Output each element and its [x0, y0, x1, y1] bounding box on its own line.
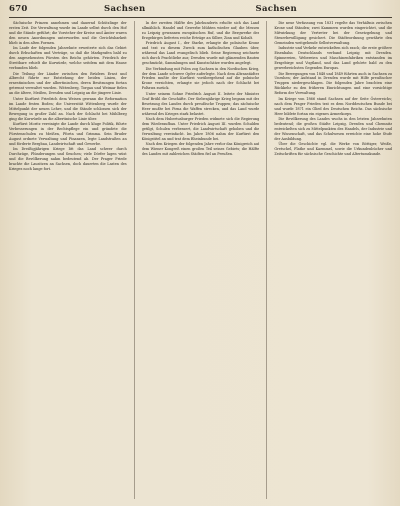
column-right	[274, 21, 392, 499]
header-rule	[9, 17, 392, 18]
column-separator	[266, 21, 267, 499]
paragraph: Nach den Kriegen der folgenden Jahre verlor das Königreich auf dem Wiener Kongreß einen großen Teil seines Gebiets; die Hälfte des Landes mit zahlreichen Städten fiel an Preußen.	[141, 142, 260, 157]
paragraph: Unter Kurfürst Friedrich dem Weisen gewann die Reformation im Lande festen Boden; die Universität Wittenberg wurde der Mittelpunkt der neuen Lehre, und die Stände schlossen sich der Bewegung in großer Zahl an. Nach der Schlacht bei Mühlberg ging die Kurwürde an die albertinische Linie über.	[9, 96, 127, 121]
paragraph: In der zweiten Hälfte des Jahrhunderts erholte sich das Land allmählich. Handel und Gewerbe blühten wieder auf; die Messen zu Leipzig gewannen europäischen Ruf, und die Bergwerke des Erzgebirges lieferten reiche Erträge an Silber, Zinn und Kobalt.	[141, 21, 260, 40]
page-number: 670	[9, 4, 28, 14]
paragraph: Die neue Verfassung von 1831 regelte das Verhältnis zwischen Krone und Ständen; zwei Kammern wurden eingerichtet, und die Mitwirkung der Vertreter bei der Gesetzgebung und Steuerbewilligung gesichert. Die Städteordnung gewährte den Gemeinden weitgehende Selbstverwaltung.	[274, 21, 392, 45]
paragraph: Im Kriege von 1866 stand Sachsen auf der Seite Österreichs; nach dem Prager Frieden trat es dem Norddeutschen Bunde bei und wurde 1871 ein Glied des Deutschen Reichs. Das sächsische Heer bildete fortan ein eigenes Armeekorps.	[274, 96, 392, 116]
paragraph: Friedrich August I., der Starke, erlangte die polnische Krone und trat zu diesem Zweck zum katholischen Glauben über, während das Land evangelisch blieb. Seine Regierung zeichnete sich durch Prachtliebe aus; Dresden wurde mit glänzenden Bauten geschmückt, Sammlungen und Kunstschätze wurden angelegt.	[141, 41, 260, 66]
paragraph: Kurfürst Moritz vereinigte die Lande durch kluge Politik, führte Verbesserungen in der Rechtspflege ein und gründete die Fürstenschulen zu Meißen, Pforta und Grimma. Sein Bruder August ordnete Verwaltung und Finanzen, legte Landstraßen an und förderte Bergbau, Landwirtschaft und Gewerbe.	[9, 122, 127, 146]
paragraph: Die Teilung der Länder zwischen den Brüdern Ernst und Albrecht führte zur Entstehung der beiden Linien, der ernestinischen und der albertinischen, deren Besitzungen fortan getrennt verwaltet wurden. Wittenberg, Torgau und Weimar fielen an die ältere, Meißen, Dresden und Leipzig an die jüngere Linie.	[9, 71, 127, 96]
paragraph: Im Laufe der folgenden Jahrzehnte erweiterte sich das Gebiet durch Erbschaften und Verträge, so daß die Markgrafen bald zu den angesehensten Fürsten des Reichs gehörten. Friedrich der Streitbare erhielt die Kurwürde, welche seitdem mit dem Hause verbunden blieb.	[9, 46, 127, 71]
paragraph: Nach dem Hubertusburger Frieden widmete sich die Regierung dem Wiederaufbau. Unter Friedrich August III. wurden Schulden getilgt, Schulen verbessert, die Landwirtschaft gehoben und die Verwaltung vereinfacht. Im Jahre 1806 nahm der Kurfürst den Königstitel an und trat dem Rheinbunde bei.	[141, 117, 260, 141]
column-middle	[142, 21, 260, 499]
paragraph: Industrie und Verkehr entwickelten sich rasch; die erste größere Eisenbahn Deutschlands verband Leipzig mit Dresden. Spinnereien, Webereien und Maschinenfabriken entstanden im Erzgebirge und Vogtland, und das Land gehörte bald zu den gewerbreichsten Gegenden Europas.	[274, 46, 392, 71]
column-separator	[134, 21, 135, 499]
paragraph: Über die Geschichte vgl. die Werke von Böttiger, Weiße, Gretschel, Flathe und Kaemmel, sowie die Urkundenbücher und Zeitschriften für sächsische Geschichte und Altertumskunde.	[274, 142, 392, 157]
paragraph: Die Bevölkerung des Landes wuchs in den letzten Jahrzehnten bedeutend; die großen Städte Leipzig, Dresden und Chemnitz entwickelten sich zu Mittelpunkten des Handels, der Industrie und der Wissenschaft, und das Schulwesen erreichte eine hohe Stufe der Ausbildung.	[274, 117, 392, 141]
paragraph: Im Dreißigjährigen Kriege litt das Land schwer durch Durchzüge, Plünderungen und Seuchen; viele Dörfer lagen wüst und die Bevölkerung nahm bedeutend ab. Der Prager Friede brachte die Lausitzen an Sachsen, doch dauerten die Lasten des Krieges noch lange fort.	[9, 147, 127, 172]
running-head-right: Sachsen	[255, 4, 297, 14]
paragraph: Die Bewegungen von 1848 und 1849 führten auch in Sachsen zu Unruhen; der Aufstand in Dresden wurde mit Hilfe preußischer Truppen niedergeschlagen. Die folgenden Jahre brachten eine Rückkehr zu den früheren Einrichtungen und eine vorsichtige Reform der Verwaltung.	[274, 71, 392, 96]
text-columns	[9, 21, 392, 499]
paragraph: Unter seinem Sohne Friedrich August II. leitete der Minister Graf Brühl die Geschäfte. Der Siebenjährige Krieg begann mit der Besetzung des Landes durch preußische Truppen; das sächsische Heer mußte bei Pirna die Waffen strecken, und das Land wurde während des Krieges stark belastet.	[141, 91, 260, 116]
paragraph: Sächsische Prinzen annehmen und dauernd Schützlinge der ersten Zeit. Die Verwaltung wurde im Lande selbst durch den Hof und die Stände geführt; die Vorsteher der Kreise und Ämter waren den neuen Anordnungen unterworfen und die Gerichtsbarkeit blieb in den alten Formen.	[9, 21, 127, 45]
paragraph: Die Verbindung mit Polen zog Sachsen in den Nordischen Krieg, der dem Lande schwere Opfer auferlegte. Nach dem Altranstädter Frieden mußte der Kurfürst vorübergehend auf die polnische Krone verzichten, erlangte sie jedoch nach der Schlacht bei Poltawa zurück.	[141, 66, 260, 91]
page-header	[9, 4, 392, 15]
running-head-left: Sachsen	[104, 4, 146, 14]
column-left	[9, 21, 127, 499]
